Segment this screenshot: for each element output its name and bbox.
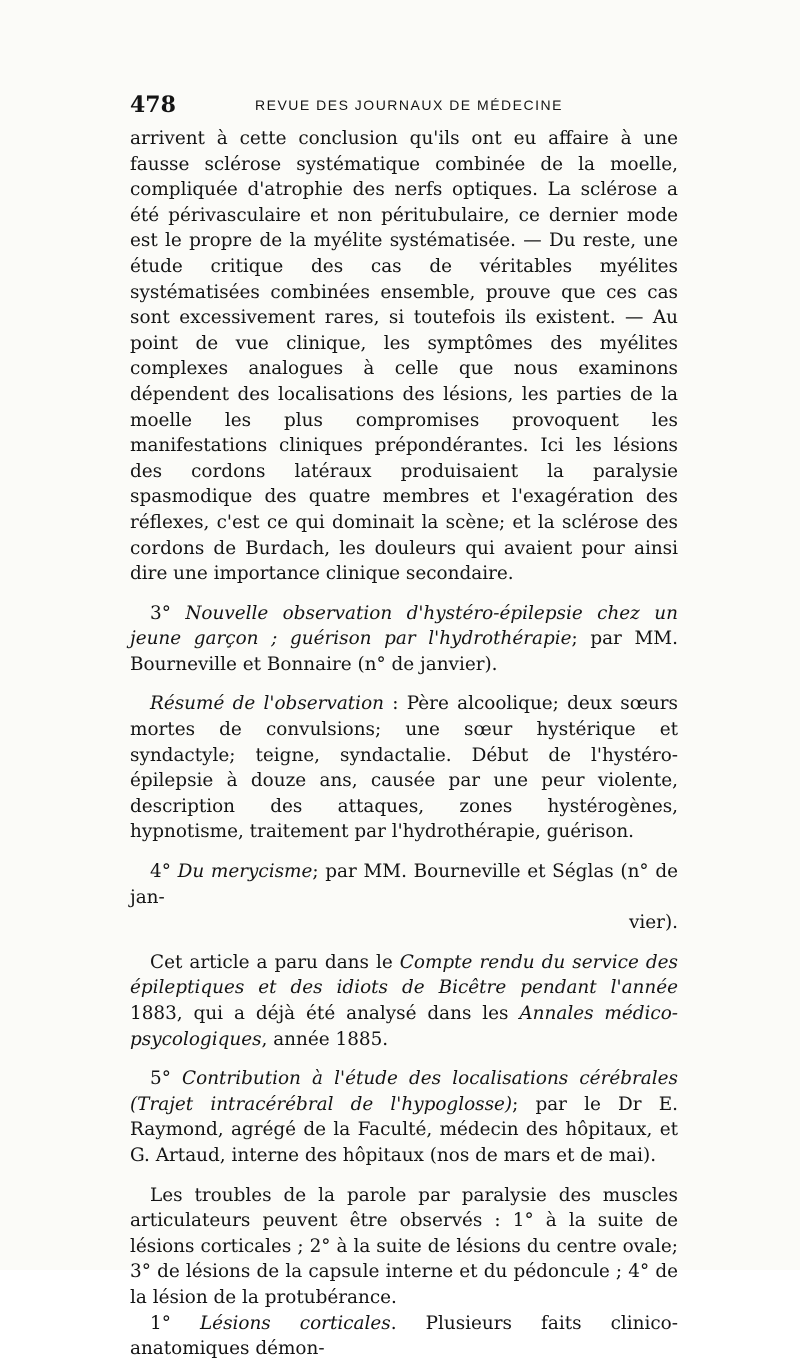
paragraph-resume	[130, 691, 678, 845]
article-title: Contribution à l'étude des localisations cérébrales (Trajet intracérébral de l'hypoglosse)	[130, 1068, 678, 1115]
body-text	[130, 126, 678, 1362]
running-title: REVUE DES JOURNAUX DE MÉDECINE	[255, 97, 563, 113]
paragraph-observation-3	[130, 601, 678, 678]
item-number: 3°	[150, 602, 171, 624]
article-title: Nouvelle observation d'hystéro-épilepsie chez un jeune garçon ; guérison par l'hydrothérapie	[130, 602, 678, 650]
item-number: 1°	[150, 1312, 171, 1334]
paragraph-troubles-parole: Les troubles de la parole par paralysie des muscles articulateurs peuvent être observés : 1° à la suite de lésions corticales ; 2° à la suite de lésions du centre ovale; 3° de lésions de la capsule interne et du pédoncule ; 4° de la lésion de la protubérance.	[130, 1184, 678, 1308]
paragraph-myelite-conclusion: arrivent à cette conclusion qu'ils ont eu affaire à une fausse sclérose systématique combinée de la moelle, compliquée d'atrophie des nerfs optiques. La sclérose a été périvasculaire et non péritubulaire, ce dernier mode est le propre de la myélite systématisée. — Du reste, une étude critique des cas de véritables myélites systématisées combinées ensemble, prouve que ces cas sont excessivement rares, si toutefois ils existent. — Au point de vue clinique, les symptômes des myélites complexes analogues à celle que nous examinons dépendent des localisations des lésions, les parties de la moelle les plus compromises provoquent les manifestations cliniques prépondérantes. Ici les lésions des cordons latéraux produisaient la paralysie spasmodique des quatre membres et l'exagération des réflexes, c'est ce qui dominait la scène; et la sclérose des cordons de Burdach, les douleurs qui avaient pour ainsi dire une importance clinique secondaire.	[130, 128, 678, 585]
item-number: 4°	[150, 861, 171, 883]
note-text: Cet article a paru dans le	[150, 951, 400, 973]
resume-text: : Père alcoolique; deux sœurs mortes de convulsions; une sœur hystérique et syndactyle; teigne, syndactalie. Début de l'hystéro-épilepsie à douze ans, causée par une peur violente, description des attaques, zones hystérogènes, hypnotisme, traitement par l'hydrothérapie, guérison.	[130, 693, 678, 843]
article-authors: ; par MM. Bourneville et Bonnaire (n° de janvier).	[130, 628, 678, 675]
note-text: 1883, qui a déjà été analysé dans les	[130, 1003, 520, 1024]
publication-title: Compte rendu du service des épileptiques et des idiots de Bicêtre pendant l'année	[130, 951, 678, 999]
paragraph-observation-5	[130, 1066, 678, 1168]
page-header	[130, 92, 678, 118]
article-title: Du merycisme	[177, 861, 313, 883]
publication-title: Annales médico-psycologiques	[130, 1003, 678, 1050]
note-text: , année 1885.	[261, 1028, 389, 1050]
resume-label: Résumé de l'observation	[150, 693, 384, 715]
paragraph-lesions-corticales	[130, 1311, 678, 1362]
article-authors: ; par le Dr E. Raymond, agrégé de la Faculté, médecin des hôpitaux, et G. Artaud, interne des hôpitaux (nos de mars et de mai).	[130, 1093, 678, 1166]
page-number: 478	[130, 92, 176, 118]
paragraph-article-note	[130, 950, 678, 1052]
line-continuation: vier).	[629, 912, 678, 934]
section-text: . Plusieurs faits clinico-anatomiques démon-	[130, 1312, 678, 1360]
section-title: Lésions corticales	[199, 1312, 391, 1334]
item-number: 5°	[150, 1068, 171, 1090]
paragraph-observation-4	[130, 859, 678, 936]
article-authors: ; par MM. Bourneville et Séglas (n° de jan-	[130, 861, 678, 908]
